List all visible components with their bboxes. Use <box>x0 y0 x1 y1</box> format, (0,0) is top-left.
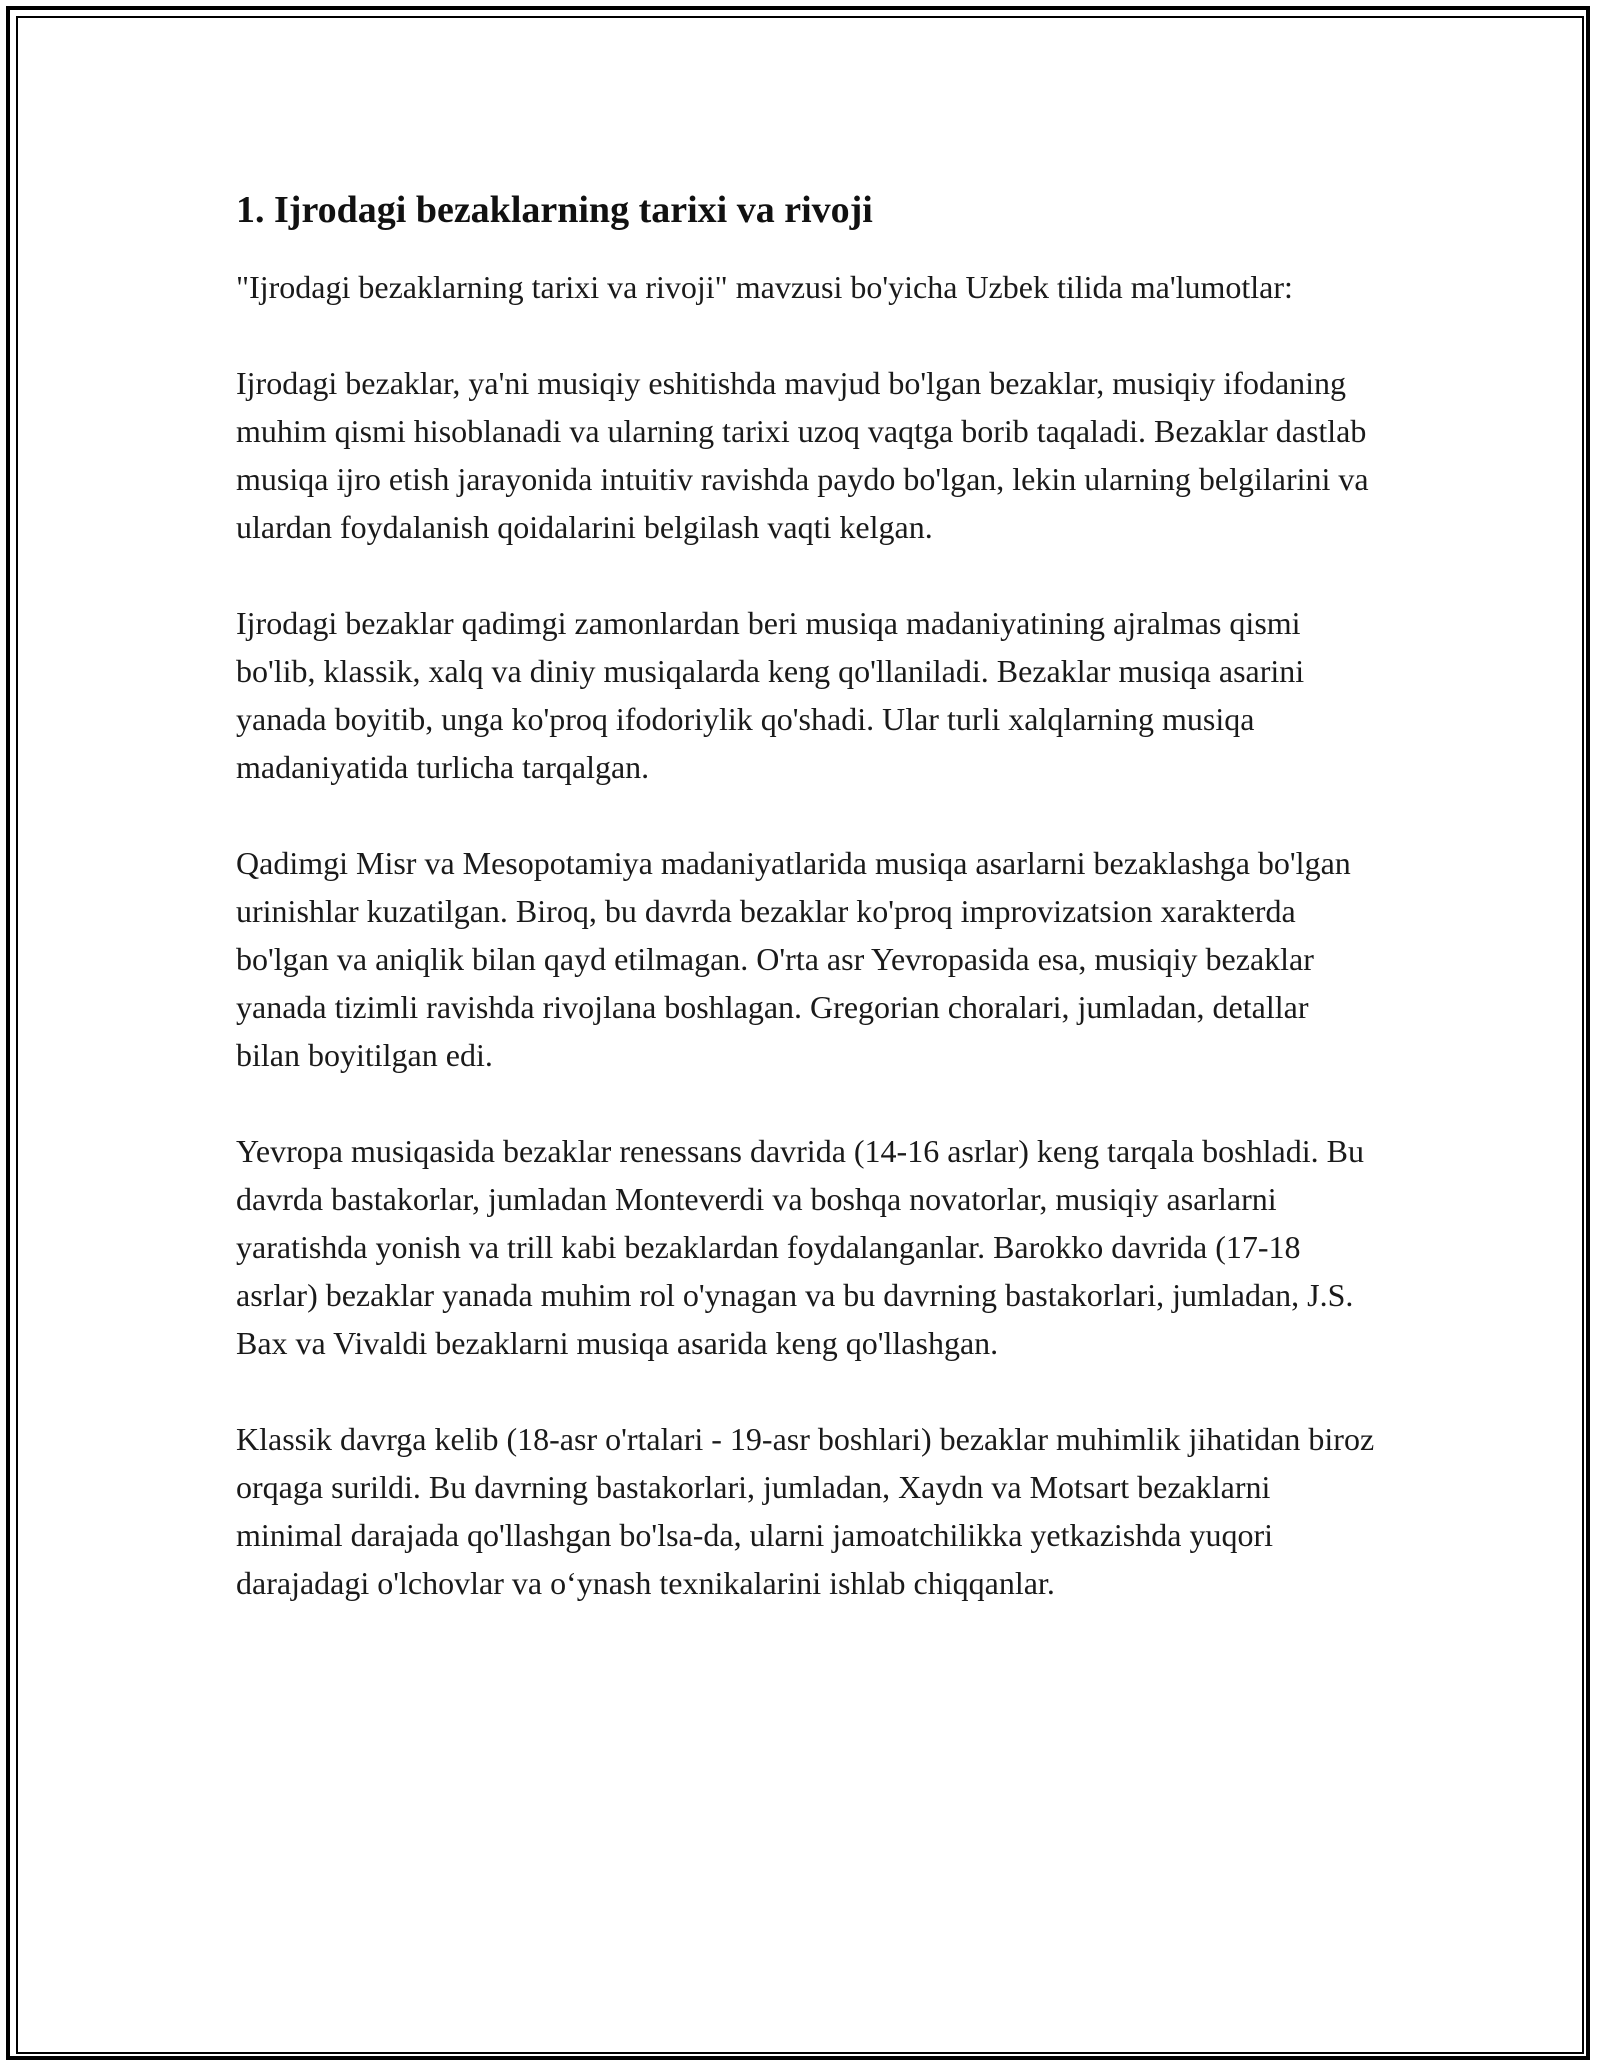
section-heading: 1. Ijrodagi bezaklarning tarixi va rivoji <box>236 189 873 231</box>
paragraph-ancient-tradition: Ijrodagi bezaklar qadimgi zamonlardan beri musiqa madaniyatining ajralmas qismi bo'lib, klassik, xalq va diniy musiqalarda keng qo'llaniladi. Bezaklar musiqa asarini yanada boyitib, unga ko'proq ifodoriylik qo'shadi. Ular turli xalqlarning musiqa madaniyatida turlicha tarqalgan. <box>236 605 1305 786</box>
paragraph-ancient-egypt-medieval: Qadimgi Misr va Mesopotamiya madaniyatlarida musiqa asarlarni bezaklashga bo'lgan urinishlar kuzatilgan. Biroq, bu davrda bezaklar ko'proq improvizatsion xarakterda bo'lgan va aniqlik bilan qayd etilmagan. O'rta asr Yevropasida esa, musiqiy bezaklar yanada tizimli ravishda rivojlana boshlagan. Gregorian choralari, jumladan, detallar bilan boyitilgan edi. <box>236 845 1351 1074</box>
paragraph-intro: "Ijrodagi bezaklarning tarixi va rivoji" mavzusi bo'yicha Uzbek tilida ma'lumotlar: <box>236 269 1293 306</box>
paragraph-classical-era: Klassik davrga kelib (18-asr o'rtalari - 19-asr boshlari) bezaklar muhimlik jihatidan biroz orqaga surildi. Bu davrning bastakorlari, jumladan, Xaydn va Motsart bezaklarni minimal darajada qo'llashgan bo'lsa-da, ularni jamoatchilikka yetkazishda yuqori darajadagi o'lchovlar va o‘ynash texnikalarini ishlab chiqqanlar. <box>236 1421 1375 1602</box>
paragraph-renaissance-baroque: Yevropa musiqasida bezaklar renessans davrida (14-16 asrlar) keng tarqala boshladi. Bu davrda bastakorlar, jumladan Monteverdi va boshqa novatorlar, musiqiy asarlarni yaratishda yonish va trill kabi bezaklardan foydalanganlar. Barokko davrida (17-18 asrlar) bezaklar yanada muhim rol o'ynagan va bu davrning bastakorlari, jumladan, J.S. Bax va Vivaldi bezaklarni musiqa asarida keng qo'llashgan. <box>236 1133 1364 1362</box>
document-body <box>236 186 1376 1655</box>
paragraph-overview: Ijrodagi bezaklar, ya'ni musiqiy eshitishda mavjud bo'lgan bezaklar, musiqiy ifodaning muhim qismi hisoblanadi va ularning tarixi uzoq vaqtga borib taqaladi. Bezaklar dastlab musiqa ijro etish jarayonida intuitiv ravishda paydo bo'lgan, lekin ularning belgilarini va ulardan foydalanish qoidalarini belgilash vaqti kelgan. <box>236 365 1369 546</box>
